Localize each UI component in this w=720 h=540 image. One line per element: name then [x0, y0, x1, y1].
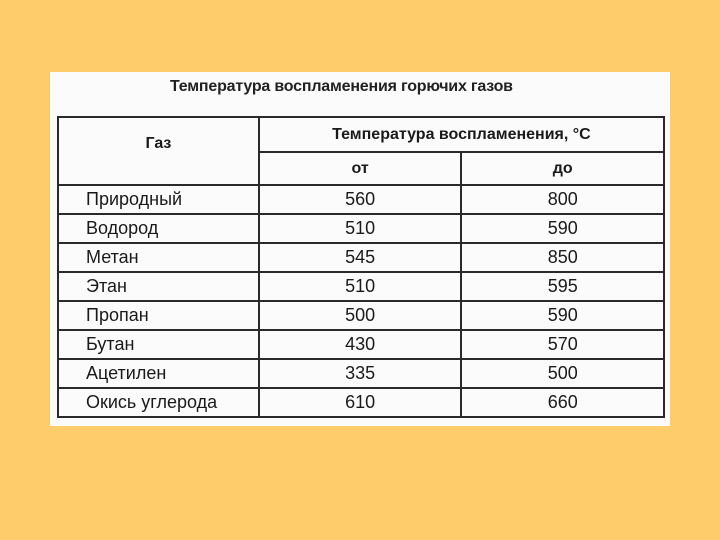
table-row	[58, 214, 664, 243]
gas-name: Ацетилен	[58, 359, 259, 388]
gas-name: Этан	[58, 272, 259, 301]
temp-to: 590	[461, 214, 664, 243]
temp-from: 510	[259, 272, 462, 301]
temp-from: 610	[259, 388, 462, 417]
ignition-temperature-table	[57, 116, 665, 418]
temp-to: 660	[461, 388, 664, 417]
table-row	[58, 330, 664, 359]
temp-to: 500	[461, 359, 664, 388]
temp-from: 335	[259, 359, 462, 388]
temp-from: 560	[259, 185, 462, 214]
header-temperature: Температура воспламенения, °С	[259, 117, 664, 152]
document-title: Температура воспламенения горючих газов	[170, 78, 513, 95]
temp-from: 500	[259, 301, 462, 330]
table-row	[58, 301, 664, 330]
table-row	[58, 272, 664, 301]
table-row	[58, 359, 664, 388]
gas-name: Водород	[58, 214, 259, 243]
table-row	[58, 185, 664, 214]
temp-from: 510	[259, 214, 462, 243]
temp-from: 430	[259, 330, 462, 359]
temp-to: 800	[461, 185, 664, 214]
temp-to: 590	[461, 301, 664, 330]
table-row	[58, 388, 664, 417]
table-row	[58, 243, 664, 272]
temp-to: 850	[461, 243, 664, 272]
header-gas: Газ	[58, 117, 259, 185]
temp-to: 570	[461, 330, 664, 359]
gas-name: Природный	[58, 185, 259, 214]
scanned-document	[50, 72, 670, 426]
gas-name: Окись углерода	[58, 388, 259, 417]
temp-from: 545	[259, 243, 462, 272]
header-to: до	[461, 152, 664, 185]
gas-name: Бутан	[58, 330, 259, 359]
gas-name: Пропан	[58, 301, 259, 330]
header-from: от	[259, 152, 462, 185]
temp-to: 595	[461, 272, 664, 301]
gas-name: Метан	[58, 243, 259, 272]
table-header-row	[58, 117, 664, 152]
